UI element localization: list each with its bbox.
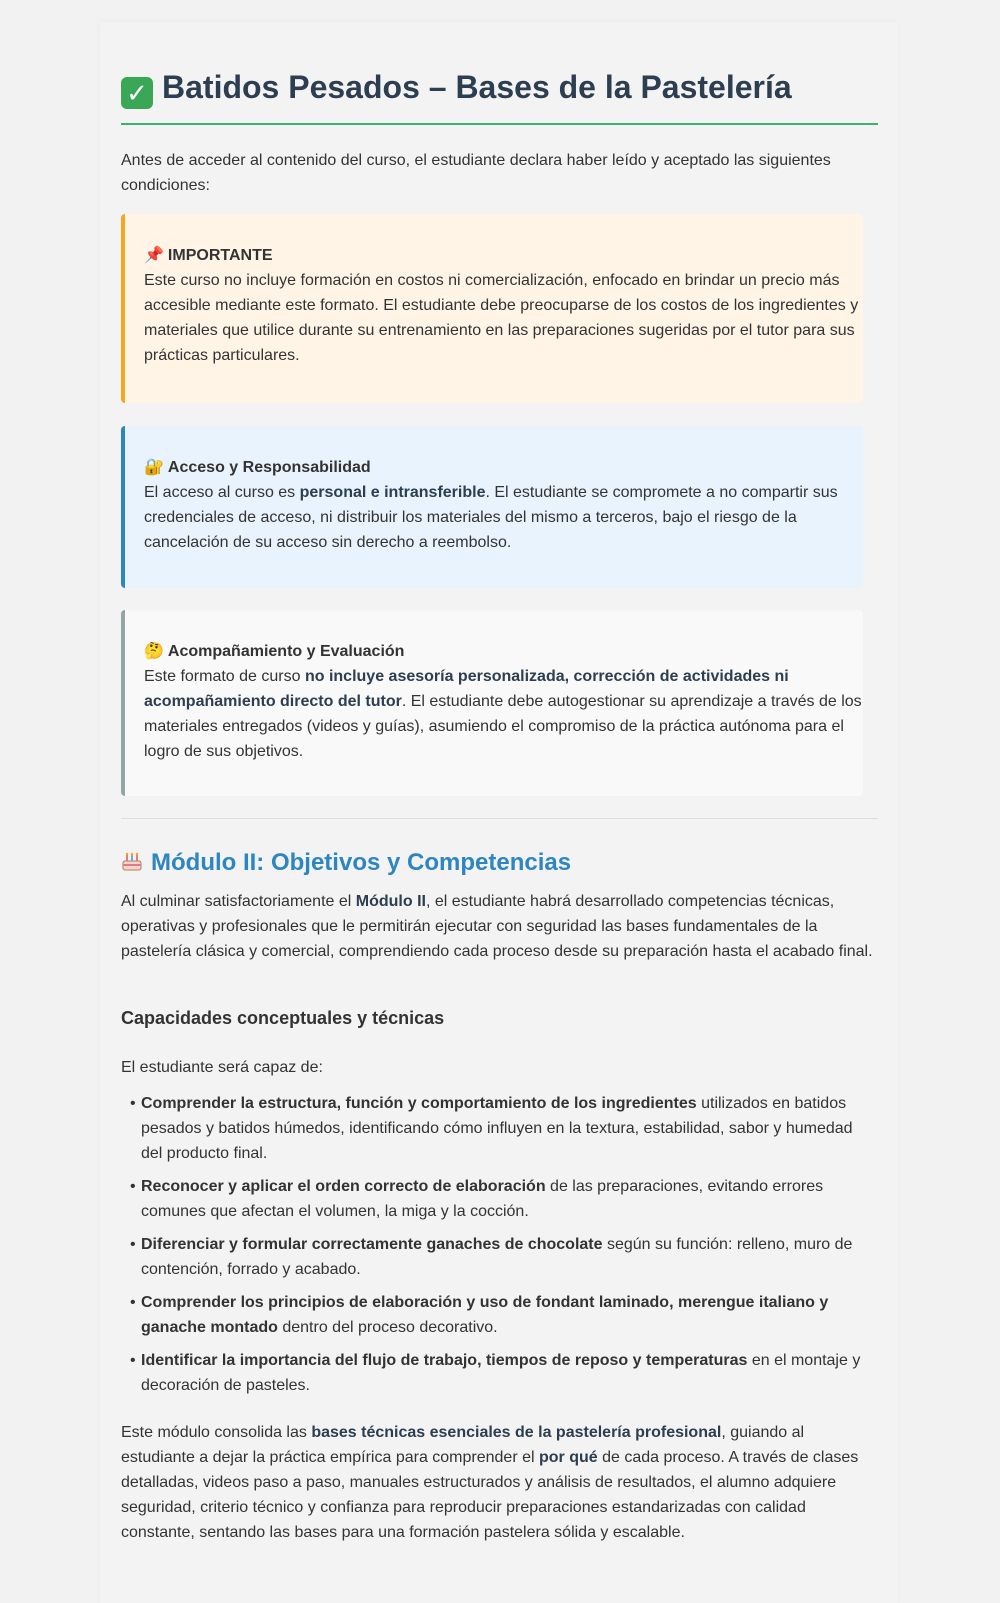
document-page — [100, 22, 898, 1603]
list-item-bold: Comprender los principios de elaboración y uso de fondant laminado, merengue italiano y ganache montado — [141, 1294, 829, 1336]
access-title: Acceso y Responsabilidad — [167, 459, 371, 476]
thinking-face-icon: 🤔 — [144, 643, 164, 660]
capabilities-heading: Capacidades conceptuales y técnicas — [121, 1008, 445, 1028]
list-item-text: según su función: relleno, muro de contención, forrado y acabado. — [141, 1236, 853, 1278]
list-item — [121, 1290, 878, 1340]
support-notice — [121, 610, 863, 796]
closing-text-2: , guiando al estudiante a dejar la práctica empírica para comprender el — [121, 1424, 805, 1466]
list-item-text: utilizados en batidos pesados y batidos húmedos, identificando cómo influyen en la textura, estabilidad, sabor y humedad del producto final. — [141, 1095, 853, 1162]
important-notice — [121, 214, 863, 403]
capable-text: El estudiante será capaz de: — [121, 1059, 323, 1076]
support-text-after: . El estudiante debe autogestionar su aprendizaje a través de los materiales entregados (videos y guías), asumiendo el compromiso de la práctica autónoma para el logro de sus objetivos. — [144, 693, 862, 760]
module-intro — [121, 889, 878, 964]
title-divider — [121, 123, 878, 125]
module-title-text: Módulo II: Objetivos y Competencias — [151, 849, 572, 876]
access-notice — [121, 426, 863, 588]
list-item-bold: Identificar la importancia del flujo de trabajo, tiempos de reposo y temperaturas — [141, 1352, 748, 1369]
important-title: IMPORTANTE — [167, 247, 273, 264]
list-item-text: en el montaje y decoración de pasteles. — [141, 1352, 861, 1394]
page-title-text: Batidos Pesados – Bases de la Pastelería — [162, 69, 792, 105]
list-item-text: de las preparaciones, evitando errores comunes que afectan el volumen, la miga y la cocción. — [141, 1178, 824, 1220]
lock-icon: 🔐 — [144, 459, 164, 476]
access-text-bold: personal e intransferible — [299, 484, 486, 501]
closing-bold-1: bases técnicas esenciales de la pastelería profesional — [311, 1424, 722, 1441]
check-mark-icon: ✓ — [121, 77, 153, 109]
list-item-bold: Reconocer y aplicar el orden correcto de elaboración — [141, 1178, 546, 1195]
closing-text-3: de cada proceso. A través de clases detalladas, videos paso a paso, manuales estructurados y análisis de resultados, el alumno adquiere seguridad, criterio técnico y confianza para reproducir preparaciones estandarizadas con calidad constante, sentando las bases para una formación pastelera sólida y escalable. — [121, 1449, 859, 1541]
list-item-bold: Comprender la estructura, función y comportamiento de los ingredientes — [141, 1095, 697, 1112]
list-item-bold: Diferenciar y formular correctamente ganaches de chocolate — [141, 1236, 603, 1253]
capabilities-list — [121, 1091, 878, 1406]
module-intro-before: Al culminar satisfactoriamente el — [121, 893, 356, 910]
module-intro-after: , el estudiante habrá desarrollado competencias técnicas, operativas y profesionales que le permitirán ejecutar con seguridad las bases fundamentales de la pastelería clásica y comercial, comprendiendo cada proceso desde su preparación hasta el acabado final. — [121, 893, 873, 960]
page-title — [121, 67, 878, 109]
closing-text-1: Este módulo consolida las — [121, 1424, 312, 1441]
closing-bold-2: por qué — [539, 1449, 598, 1466]
intro-text: Antes de acceder al contenido del curso, el estudiante declara haber leído y aceptado las siguientes condiciones: — [121, 152, 831, 194]
access-text-after: . El estudiante se compromete a no compartir sus credenciales de acceso, ni distribuir los materiales del mismo a terceros, bajo el riesgo de la cancelación de su acceso sin derecho a reembolso. — [144, 484, 838, 551]
pushpin-icon: 📌 — [144, 247, 164, 264]
list-item — [121, 1232, 878, 1282]
list-item-text: dentro del proceso decorativo. — [277, 1319, 498, 1336]
support-text-before: Este formato de curso — [144, 668, 305, 685]
access-text-before: El acceso al curso es — [144, 484, 300, 501]
module-title — [121, 848, 571, 878]
list-item — [121, 1174, 878, 1224]
birthday-cake-icon — [121, 850, 143, 872]
list-item — [121, 1348, 878, 1398]
list-item — [121, 1091, 878, 1166]
section-divider — [121, 818, 878, 819]
support-text-bold: no incluye asesoría personalizada, corrección de actividades ni acompañamiento directo del tutor — [144, 668, 789, 710]
important-text: Este curso no incluye formación en costos ni comercialización, enfocado en brindar un precio más accesible mediante este formato. El estudiante debe preocuparse de los costos de los ingredientes y materiales que utilice durante su entrenamiento en las preparaciones sugeridas por el tutor para sus prácticas particulares. — [144, 272, 859, 364]
closing-paragraph — [121, 1420, 878, 1545]
support-title: Acompañamiento y Evaluación — [167, 643, 405, 660]
module-intro-bold: Módulo II — [355, 893, 426, 910]
